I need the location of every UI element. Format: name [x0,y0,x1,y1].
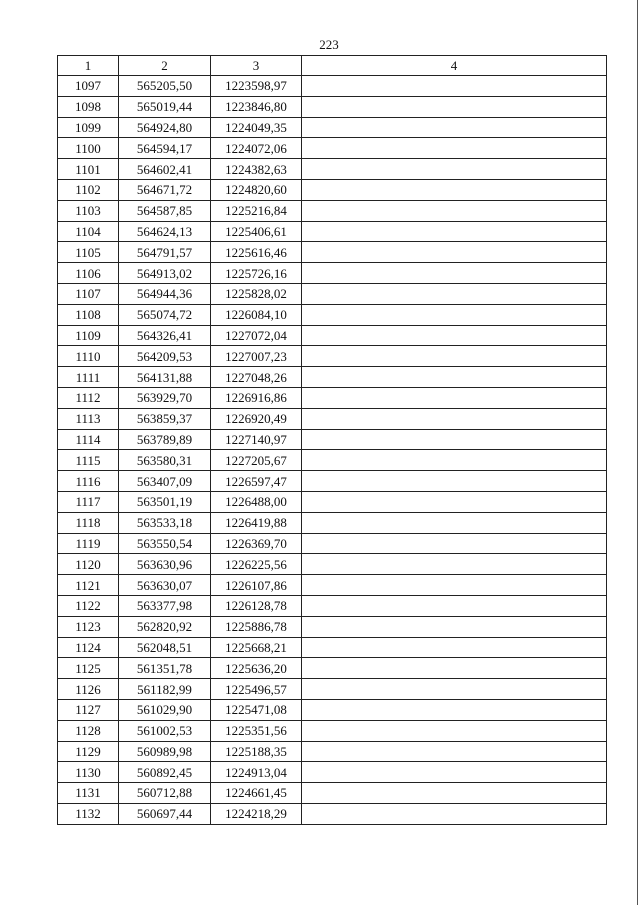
description-cell [302,616,607,637]
table-row [58,741,607,762]
point-number-cell: 1119 [58,533,119,554]
point-number-cell: 1109 [58,325,119,346]
y-coordinate-cell: 1227072,04 [211,325,302,346]
description-cell [302,367,607,388]
table-row [58,491,607,512]
table-row [58,554,607,575]
table-row [58,783,607,804]
description-cell [302,200,607,221]
x-coordinate-cell: 564209,53 [119,346,211,367]
x-coordinate-cell: 563630,07 [119,575,211,596]
point-number-cell: 1107 [58,283,119,304]
description-cell [302,76,607,97]
point-number-cell: 1099 [58,117,119,138]
x-coordinate-cell: 561029,90 [119,699,211,720]
x-coordinate-cell: 562820,92 [119,616,211,637]
x-coordinate-cell: 564624,13 [119,221,211,242]
y-coordinate-cell: 1225351,56 [211,720,302,741]
table-row [58,658,607,679]
description-cell [302,679,607,700]
table-row [58,221,607,242]
description-cell [302,263,607,284]
point-number-cell: 1120 [58,554,119,575]
description-cell [302,138,607,159]
x-coordinate-cell: 564602,41 [119,159,211,180]
y-coordinate-cell: 1226225,56 [211,554,302,575]
table-row [58,679,607,700]
point-number-cell: 1117 [58,491,119,512]
y-coordinate-cell: 1226597,47 [211,471,302,492]
x-coordinate-cell: 563377,98 [119,595,211,616]
x-coordinate-cell: 563550,54 [119,533,211,554]
point-number-cell: 1111 [58,367,119,388]
point-number-cell: 1102 [58,179,119,200]
description-cell [302,179,607,200]
page-number: 223 [319,37,339,52]
y-coordinate-cell: 1224382,63 [211,159,302,180]
point-number-cell: 1118 [58,512,119,533]
y-coordinate-cell: 1226107,86 [211,575,302,596]
x-coordinate-cell: 564671,72 [119,179,211,200]
y-coordinate-cell: 1225668,21 [211,637,302,658]
point-number-cell: 1132 [58,803,119,824]
description-cell [302,720,607,741]
table-row [58,117,607,138]
point-number-cell: 1104 [58,221,119,242]
x-coordinate-cell: 563501,19 [119,491,211,512]
y-coordinate-cell: 1226128,78 [211,595,302,616]
y-coordinate-cell: 1226369,70 [211,533,302,554]
table-row [58,325,607,346]
y-coordinate-cell: 1227205,67 [211,450,302,471]
table-row [58,471,607,492]
description-cell [302,637,607,658]
y-coordinate-cell: 1225406,61 [211,221,302,242]
description-cell [302,408,607,429]
column-header-3: 3 [211,56,302,76]
x-coordinate-cell: 562048,51 [119,637,211,658]
description-cell [302,554,607,575]
description-cell [302,96,607,117]
point-number-cell: 1097 [58,76,119,97]
description-cell [302,575,607,596]
point-number-cell: 1129 [58,741,119,762]
description-cell [302,741,607,762]
table-row [58,242,607,263]
table-row [58,138,607,159]
y-coordinate-cell: 1225616,46 [211,242,302,263]
table-header-row [58,56,607,76]
table-row [58,263,607,284]
description-cell [302,242,607,263]
y-coordinate-cell: 1225188,35 [211,741,302,762]
table-row [58,616,607,637]
table-row [58,96,607,117]
description-cell [302,221,607,242]
x-coordinate-cell: 564587,85 [119,200,211,221]
table-row [58,283,607,304]
y-coordinate-cell: 1224913,04 [211,762,302,783]
point-number-cell: 1105 [58,242,119,263]
y-coordinate-cell: 1224661,45 [211,783,302,804]
x-coordinate-cell: 561002,53 [119,720,211,741]
table-row [58,637,607,658]
point-number-cell: 1106 [58,263,119,284]
y-coordinate-cell: 1226916,86 [211,387,302,408]
x-coordinate-cell: 565205,50 [119,76,211,97]
x-coordinate-cell: 565074,72 [119,304,211,325]
y-coordinate-cell: 1226920,49 [211,408,302,429]
description-cell [302,491,607,512]
table-body [58,76,607,825]
table-row [58,387,607,408]
description-cell [302,159,607,180]
x-coordinate-cell: 560989,98 [119,741,211,762]
description-cell [302,387,607,408]
description-cell [302,325,607,346]
point-number-cell: 1114 [58,429,119,450]
point-number-cell: 1121 [58,575,119,596]
table-row [58,595,607,616]
x-coordinate-cell: 563859,37 [119,408,211,429]
table-row [58,304,607,325]
x-coordinate-cell: 561182,99 [119,679,211,700]
point-number-cell: 1103 [58,200,119,221]
y-coordinate-cell: 1227048,26 [211,367,302,388]
description-cell [302,346,607,367]
x-coordinate-cell: 563580,31 [119,450,211,471]
point-number-cell: 1116 [58,471,119,492]
x-coordinate-cell: 563533,18 [119,512,211,533]
table-row [58,575,607,596]
column-header-4: 4 [302,56,607,76]
y-coordinate-cell: 1224049,35 [211,117,302,138]
point-number-cell: 1113 [58,408,119,429]
point-number-cell: 1098 [58,96,119,117]
x-coordinate-cell: 563630,96 [119,554,211,575]
x-coordinate-cell: 561351,78 [119,658,211,679]
y-coordinate-cell: 1223846,80 [211,96,302,117]
description-cell [302,658,607,679]
y-coordinate-cell: 1224072,06 [211,138,302,159]
table-row [58,367,607,388]
y-coordinate-cell: 1225471,08 [211,699,302,720]
x-coordinate-cell: 560697,44 [119,803,211,824]
column-header-2: 2 [119,56,211,76]
description-cell [302,429,607,450]
point-number-cell: 1127 [58,699,119,720]
table-row [58,450,607,471]
point-number-cell: 1101 [58,159,119,180]
y-coordinate-cell: 1226419,88 [211,512,302,533]
description-cell [302,783,607,804]
point-number-cell: 1122 [58,595,119,616]
point-number-cell: 1124 [58,637,119,658]
y-coordinate-cell: 1224820,60 [211,179,302,200]
x-coordinate-cell: 563789,89 [119,429,211,450]
x-coordinate-cell: 564791,57 [119,242,211,263]
y-coordinate-cell: 1225726,16 [211,263,302,284]
table-row [58,179,607,200]
y-coordinate-cell: 1224218,29 [211,803,302,824]
y-coordinate-cell: 1227007,23 [211,346,302,367]
x-coordinate-cell: 564131,88 [119,367,211,388]
point-number-cell: 1123 [58,616,119,637]
point-number-cell: 1126 [58,679,119,700]
y-coordinate-cell: 1225216,84 [211,200,302,221]
table-row [58,159,607,180]
point-number-cell: 1108 [58,304,119,325]
coordinates-table [57,55,607,825]
table-row [58,762,607,783]
column-header-1: 1 [58,56,119,76]
scan-edge-line [637,0,638,905]
description-cell [302,699,607,720]
x-coordinate-cell: 564326,41 [119,325,211,346]
point-number-cell: 1100 [58,138,119,159]
table-row [58,408,607,429]
point-number-cell: 1115 [58,450,119,471]
x-coordinate-cell: 563929,70 [119,387,211,408]
table-row [58,200,607,221]
description-cell [302,762,607,783]
point-number-cell: 1128 [58,720,119,741]
y-coordinate-cell: 1223598,97 [211,76,302,97]
y-coordinate-cell: 1226488,00 [211,491,302,512]
x-coordinate-cell: 564944,36 [119,283,211,304]
description-cell [302,117,607,138]
y-coordinate-cell: 1225636,20 [211,658,302,679]
description-cell [302,512,607,533]
description-cell [302,533,607,554]
point-number-cell: 1130 [58,762,119,783]
description-cell [302,803,607,824]
point-number-cell: 1110 [58,346,119,367]
y-coordinate-cell: 1225886,78 [211,616,302,637]
table-row [58,429,607,450]
y-coordinate-cell: 1226084,10 [211,304,302,325]
table-row [58,76,607,97]
table-row [58,803,607,824]
description-cell [302,283,607,304]
x-coordinate-cell: 564913,02 [119,263,211,284]
x-coordinate-cell: 565019,44 [119,96,211,117]
y-coordinate-cell: 1227140,97 [211,429,302,450]
x-coordinate-cell: 564594,17 [119,138,211,159]
description-cell [302,450,607,471]
description-cell [302,304,607,325]
y-coordinate-cell: 1225496,57 [211,679,302,700]
description-cell [302,471,607,492]
description-cell [302,595,607,616]
point-number-cell: 1125 [58,658,119,679]
table-row [58,699,607,720]
point-number-cell: 1112 [58,387,119,408]
x-coordinate-cell: 564924,80 [119,117,211,138]
table-row [58,720,607,741]
table-row [58,533,607,554]
table-row [58,346,607,367]
x-coordinate-cell: 560892,45 [119,762,211,783]
x-coordinate-cell: 563407,09 [119,471,211,492]
y-coordinate-cell: 1225828,02 [211,283,302,304]
x-coordinate-cell: 560712,88 [119,783,211,804]
table-row [58,512,607,533]
point-number-cell: 1131 [58,783,119,804]
